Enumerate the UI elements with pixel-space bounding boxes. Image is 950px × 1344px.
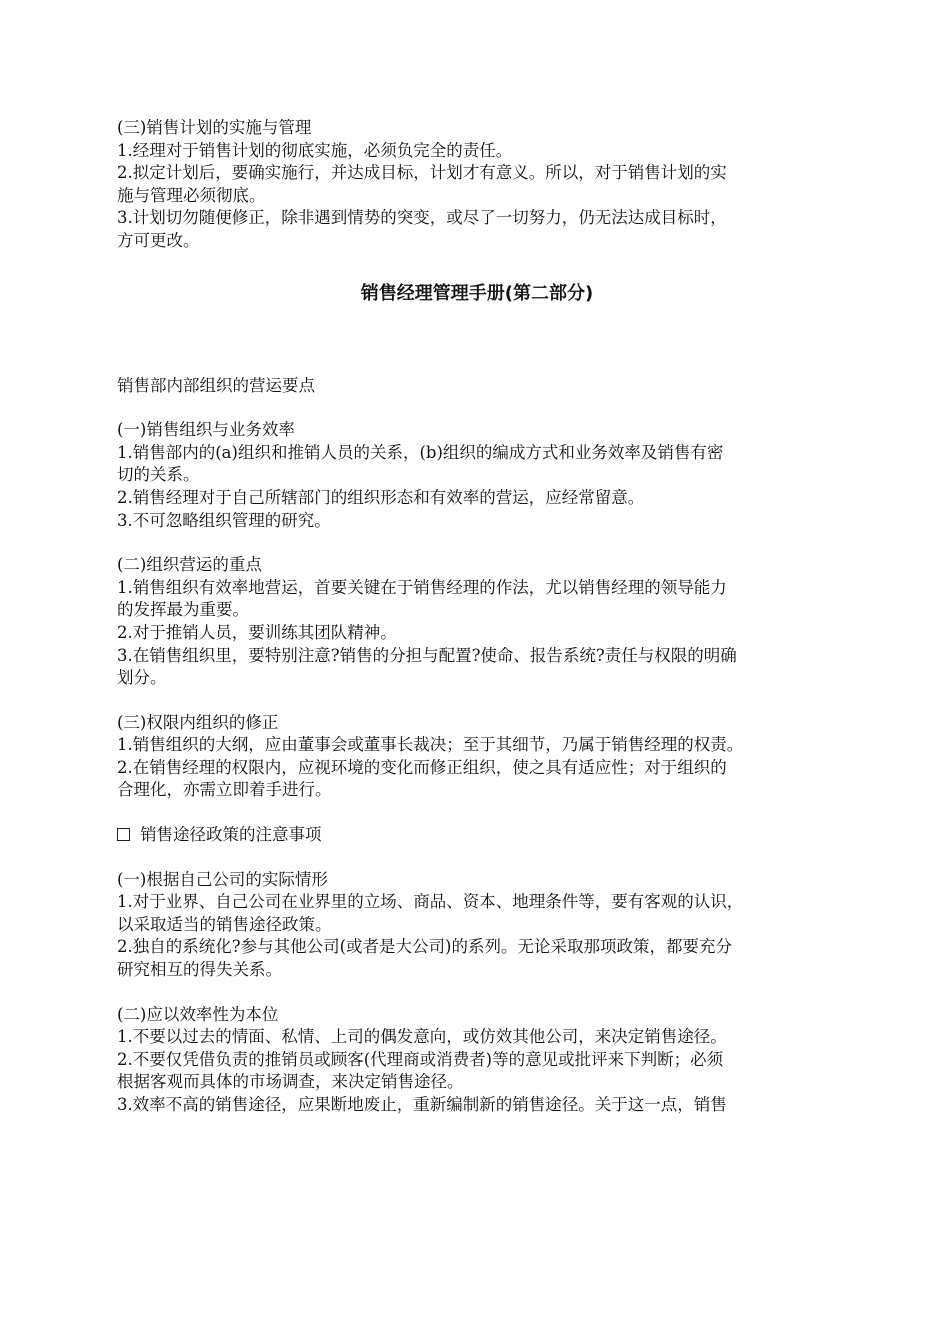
list-item: 1.不要以过去的情面、私情、上司的偶发意向，或仿效其他公司，来决定销售途径。: [117, 1027, 727, 1047]
section-sales-plan-implementation: [117, 117, 837, 253]
document-title: 销售经理管理手册(第二部分): [360, 282, 594, 304]
section-org-revision: [117, 712, 837, 802]
list-item: 2.独自的系统化?参与其他公司(或者是大公司)的系列。无论采取那项政策，都要充分: [117, 937, 732, 957]
list-item: 3.在销售组织里，要特别注意?销售的分担与配置?使命、报告系统?责任与权限的明确: [117, 645, 737, 665]
list-item: 合理化，亦需立即着手进行。: [117, 780, 332, 800]
list-item: 1.销售组织有效率地营运，首要关键在于销售经理的作法，尤以销售经理的领导能力: [117, 577, 727, 597]
list-item: 3.不可忽略组织管理的研究。: [117, 510, 331, 530]
list-item: 切的关系。: [117, 465, 200, 485]
list-item: 2.对于推销人员，要训练其团队精神。: [117, 622, 397, 642]
list-item: 2.拟定计划后，要确实施行，并达成目标，计划才有意义。所以，对于销售计划的实: [117, 163, 727, 183]
part-heading: [117, 824, 837, 847]
list-item: 施与管理必须彻底。: [117, 185, 266, 205]
list-item: 根据客观而具体的市场调查，来决定销售途径。: [117, 1072, 464, 1092]
section-org-efficiency: [117, 419, 837, 532]
list-item: 2.销售经理对于自己所辖部门的组织形态和有效率的营运，应经常留意。: [117, 487, 645, 507]
list-item: 3.计划切勿随便修正，除非遇到情势的突变，或尽了一切努力，仍无法达成目标时，: [117, 208, 727, 228]
list-item: 1.销售组织的大纲，应由董事会或董事长裁决；至于其细节，乃属于销售经理的权责。: [117, 735, 744, 755]
part-heading-text: 销售途径政策的注意事项: [140, 825, 322, 845]
section-heading: (一)销售组织与业务效率: [117, 420, 295, 440]
section-heading: (三)销售计划的实施与管理: [117, 118, 312, 137]
list-item: 2.不要仅凭借负责的推销员或顾客(代理商或消费者)等的意见或批评来下判断；必须: [117, 1049, 724, 1069]
part-heading: 销售部内部组织的营运要点: [117, 375, 315, 395]
section-heading: (三)权限内组织的修正: [117, 712, 279, 732]
section-org-operation: [117, 554, 837, 690]
list-item: 3.效率不高的销售途径，应果断地废止，重新编制新的销售途径。关于这一点，销售: [117, 1095, 727, 1114]
list-item: 1.经理对于销售计划的彻底实施，必须负完全的责任。: [117, 140, 513, 160]
list-item: 的发挥最为重要。: [117, 600, 249, 620]
document-page: [117, 117, 837, 1117]
list-item: 以采取适当的销售途径政策。: [117, 914, 332, 934]
section-heading: (二)组织营运的重点: [117, 555, 262, 575]
list-item: 方可更改。: [117, 230, 200, 250]
checkbox-icon: [117, 828, 130, 841]
list-item: 划分。: [117, 668, 167, 688]
section-efficiency-basis: [117, 1004, 837, 1117]
section-heading: (二)应以效率性为本位: [117, 1004, 279, 1024]
list-item: 1.对于业界、自己公司在业界里的立场、商品、资本、地理条件等，要有客观的认识，: [117, 892, 744, 912]
list-item: 2.在销售经理的权限内，应视环境的变化而修正组织，使之具有适应性；对于组织的: [117, 757, 727, 777]
section-heading: (一)根据自己公司的实际情形: [117, 869, 328, 889]
section-company-situation: [117, 869, 837, 982]
list-item: 1.销售部内的(a)组织和推销人员的关系，(b)组织的编成方式和业务效率及销售有密: [117, 442, 724, 462]
list-item: 研究相互的得失关系。: [117, 960, 282, 980]
